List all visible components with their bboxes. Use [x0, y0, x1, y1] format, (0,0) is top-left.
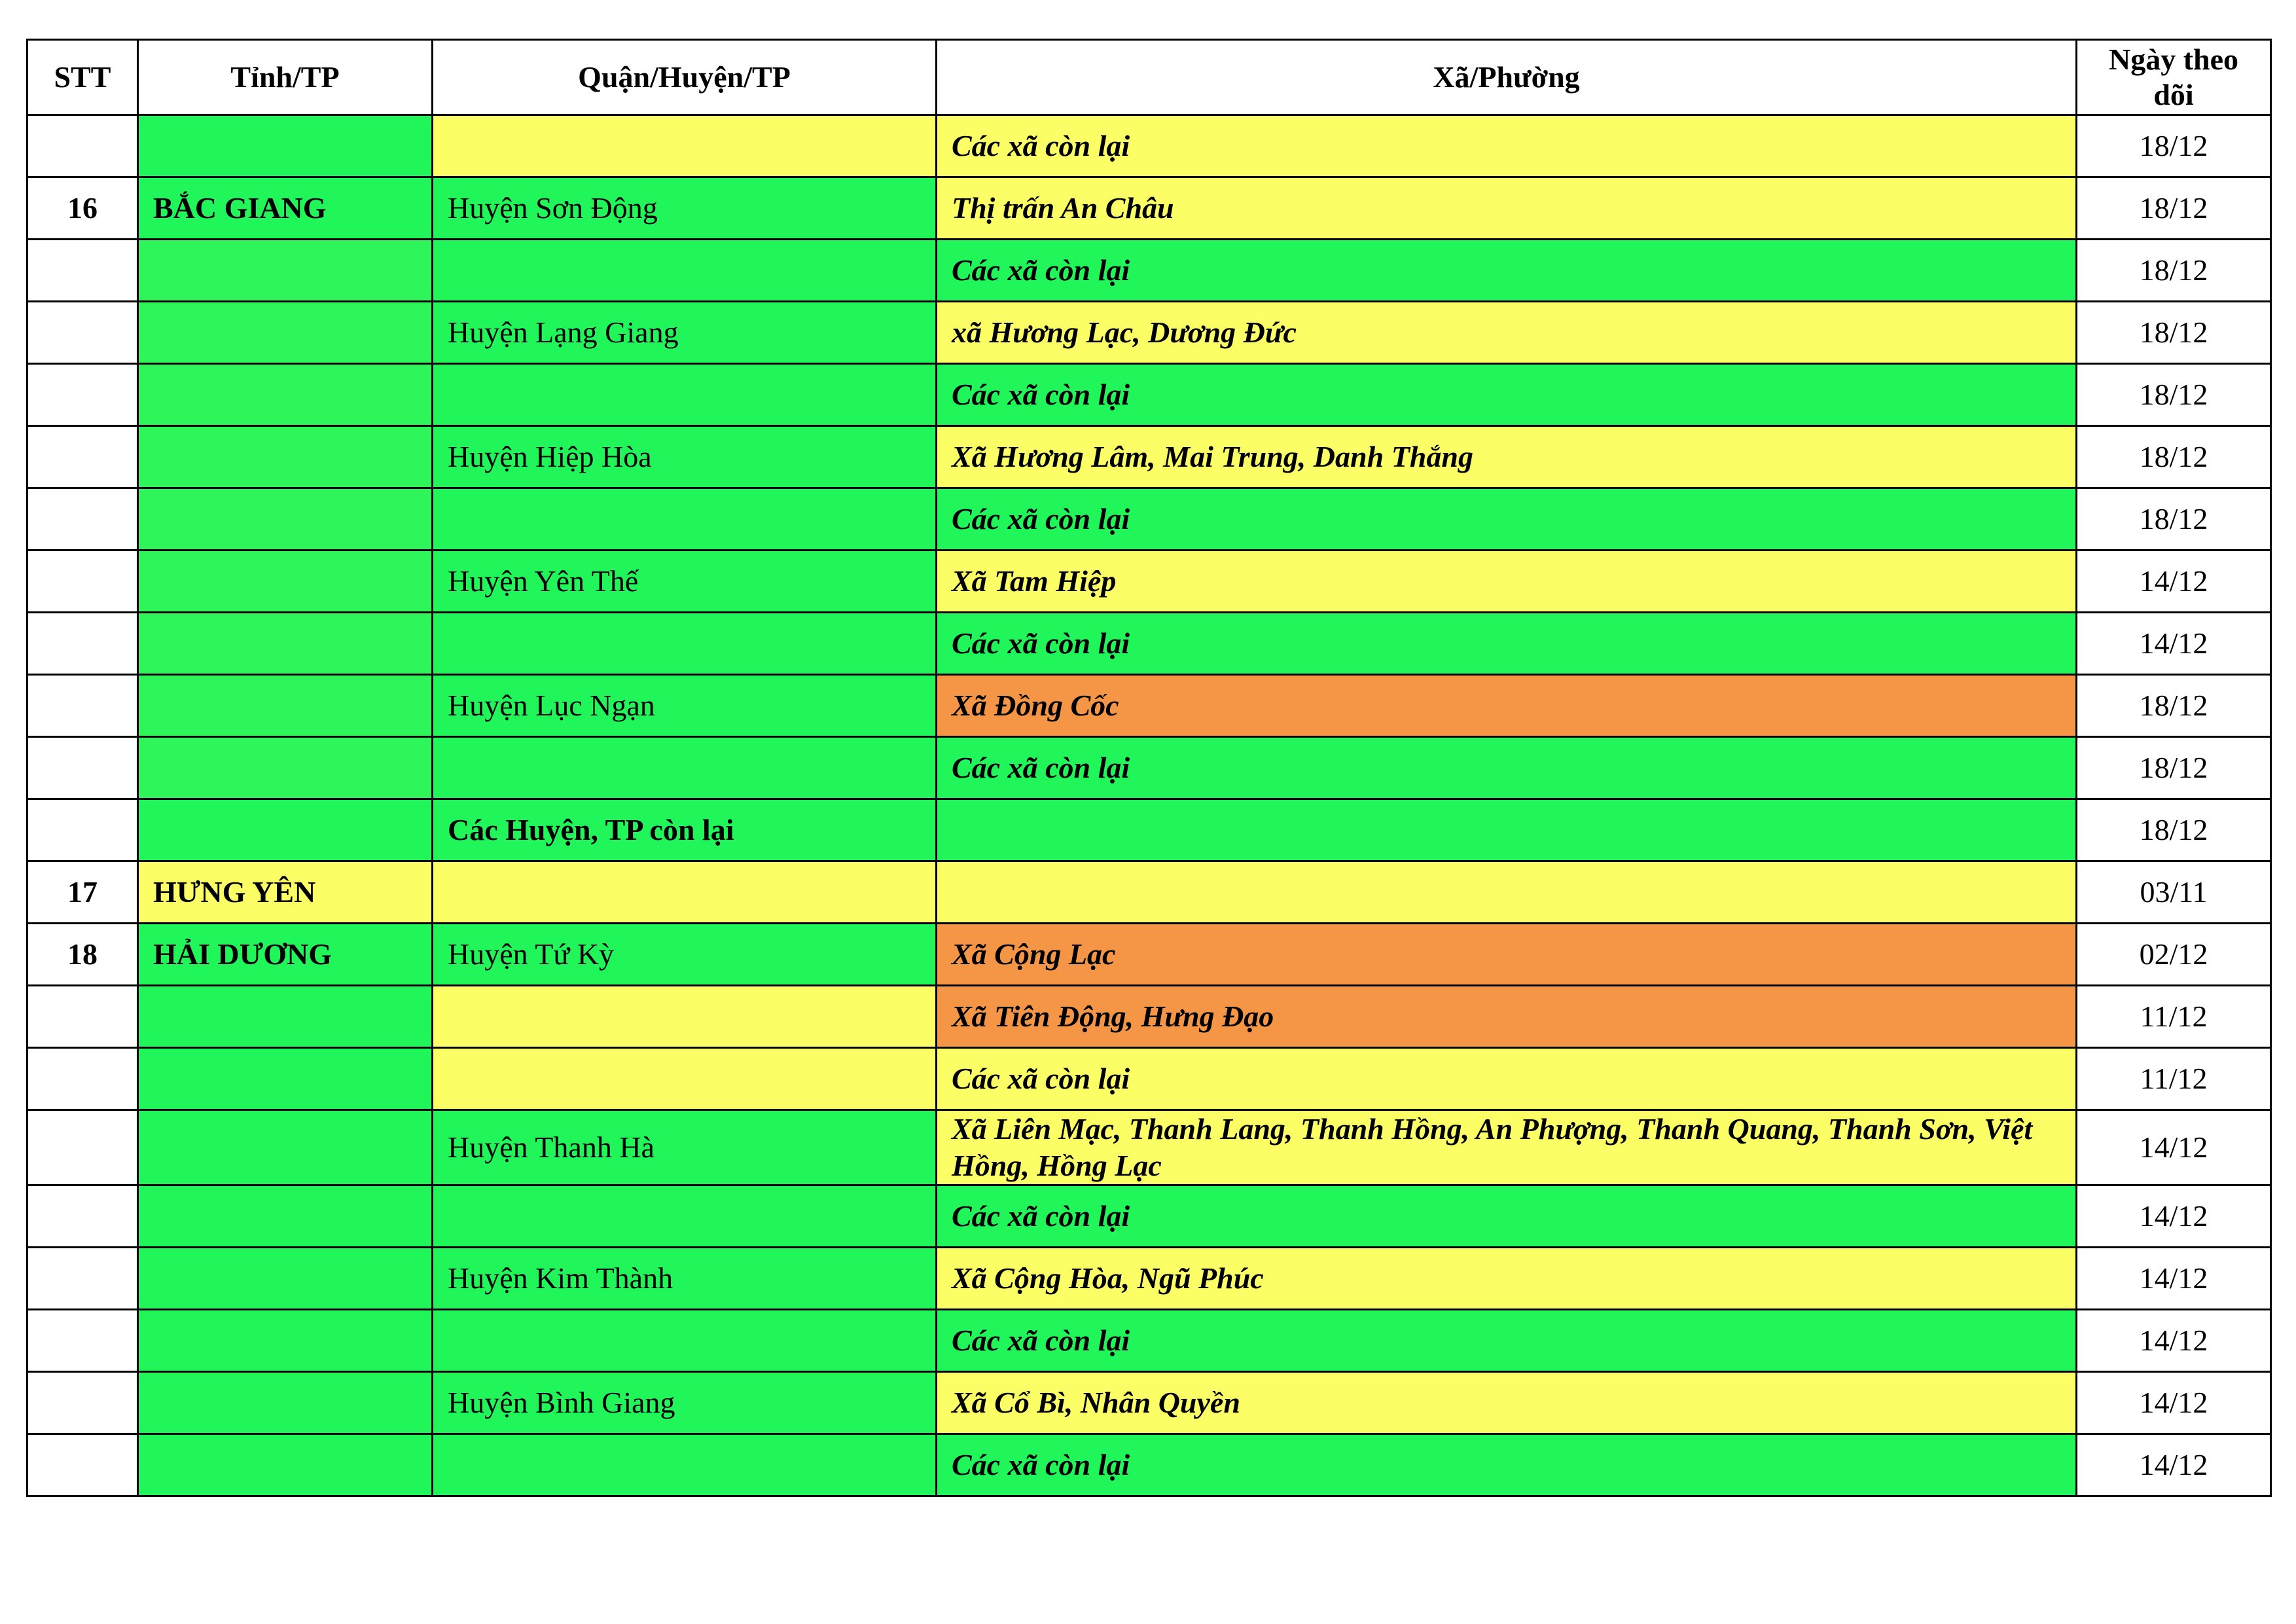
- cell-date: 14/12: [2077, 550, 2271, 613]
- cell-province: [138, 115, 433, 177]
- cell-commune: Các xã còn lại: [937, 737, 2077, 799]
- cell-district: [433, 488, 937, 550]
- table-row: [27, 1248, 2271, 1310]
- table-row: [27, 550, 2271, 613]
- cell-district: Huyện Thanh Hà: [433, 1110, 937, 1185]
- cell-province: [138, 426, 433, 488]
- cell-province: [138, 1434, 433, 1496]
- header-date: Ngày theo dõi: [2077, 40, 2271, 115]
- table-row: [27, 1048, 2271, 1110]
- cell-district: Huyện Tứ Kỳ: [433, 924, 937, 986]
- cell-stt: [27, 675, 138, 737]
- cell-stt: [27, 488, 138, 550]
- cell-commune: Các xã còn lại: [937, 1185, 2077, 1248]
- cell-commune: Xã Tiên Động, Hưng Đạo: [937, 986, 2077, 1048]
- risk-level-table: [26, 39, 2272, 1497]
- header-province: Tỉnh/TP: [138, 40, 433, 115]
- cell-commune: Xã Cộng Hòa, Ngũ Phúc: [937, 1248, 2077, 1310]
- cell-date: 18/12: [2077, 302, 2271, 364]
- cell-stt: [27, 302, 138, 364]
- table-row: [27, 675, 2271, 737]
- table-row: [27, 613, 2271, 675]
- cell-stt: [27, 426, 138, 488]
- cell-commune: Xã Đồng Cốc: [937, 675, 2077, 737]
- cell-district: [433, 240, 937, 302]
- table-header-row: [27, 40, 2271, 115]
- table-row: [27, 240, 2271, 302]
- cell-district: [433, 861, 937, 924]
- cell-date: 14/12: [2077, 1185, 2271, 1248]
- cell-district: Huyện Sơn Động: [433, 177, 937, 240]
- cell-date: 18/12: [2077, 675, 2271, 737]
- table-row: [27, 799, 2271, 861]
- cell-stt: [27, 1372, 138, 1434]
- cell-commune: Các xã còn lại: [937, 240, 2077, 302]
- cell-commune: Xã Cổ Bì, Nhân Quyền: [937, 1372, 2077, 1434]
- cell-province: [138, 1048, 433, 1110]
- cell-commune: Xã Liên Mạc, Thanh Lang, Thanh Hồng, An Phượng, Thanh Quang, Thanh Sơn, Việt Hồng, Hồng Lạc: [937, 1110, 2077, 1185]
- cell-district: [433, 1310, 937, 1372]
- cell-commune: Các xã còn lại: [937, 364, 2077, 426]
- header-district: Quận/Huyện/TP: [433, 40, 937, 115]
- cell-stt: [27, 1110, 138, 1185]
- table-row: [27, 924, 2271, 986]
- cell-district: Huyện Lục Ngạn: [433, 675, 937, 737]
- cell-province: [138, 1310, 433, 1372]
- cell-stt: [27, 1310, 138, 1372]
- cell-province: HƯNG YÊN: [138, 861, 433, 924]
- cell-province: [138, 364, 433, 426]
- cell-district: Huyện Bình Giang: [433, 1372, 937, 1434]
- cell-stt: [27, 1185, 138, 1248]
- cell-date: 18/12: [2077, 799, 2271, 861]
- table-row: [27, 426, 2271, 488]
- cell-date: 18/12: [2077, 426, 2271, 488]
- cell-province: [138, 1372, 433, 1434]
- cell-date: 14/12: [2077, 1434, 2271, 1496]
- table-row: [27, 302, 2271, 364]
- cell-commune: Các xã còn lại: [937, 1048, 2077, 1110]
- table-row: [27, 1185, 2271, 1248]
- cell-district: [433, 364, 937, 426]
- cell-commune: Các xã còn lại: [937, 1434, 2077, 1496]
- cell-date: 18/12: [2077, 737, 2271, 799]
- cell-stt: [27, 1434, 138, 1496]
- cell-province: [138, 550, 433, 613]
- cell-date: 18/12: [2077, 488, 2271, 550]
- cell-date: 18/12: [2077, 115, 2271, 177]
- cell-commune: Các xã còn lại: [937, 488, 2077, 550]
- table-row: [27, 364, 2271, 426]
- cell-commune: xã Hương Lạc, Dương Đức: [937, 302, 2077, 364]
- cell-commune: [937, 861, 2077, 924]
- table-row: [27, 177, 2271, 240]
- cell-date: 11/12: [2077, 1048, 2271, 1110]
- cell-stt: 17: [27, 861, 138, 924]
- cell-district: Huyện Lạng Giang: [433, 302, 937, 364]
- cell-stt: [27, 1248, 138, 1310]
- cell-district: Các Huyện, TP còn lại: [433, 799, 937, 861]
- cell-district: [433, 1434, 937, 1496]
- cell-province: [138, 986, 433, 1048]
- cell-date: 18/12: [2077, 240, 2271, 302]
- cell-province: [138, 1248, 433, 1310]
- table-row: [27, 1372, 2271, 1434]
- cell-province: [138, 613, 433, 675]
- cell-date: 14/12: [2077, 1110, 2271, 1185]
- cell-date: 18/12: [2077, 177, 2271, 240]
- table-row: [27, 1310, 2271, 1372]
- cell-province: [138, 675, 433, 737]
- cell-commune: Các xã còn lại: [937, 613, 2077, 675]
- cell-commune: Xã Hương Lâm, Mai Trung, Danh Thắng: [937, 426, 2077, 488]
- cell-province: [138, 240, 433, 302]
- cell-commune: Thị trấn An Châu: [937, 177, 2077, 240]
- cell-date: 14/12: [2077, 1372, 2271, 1434]
- header-commune: Xã/Phường: [937, 40, 2077, 115]
- cell-stt: [27, 550, 138, 613]
- cell-province: BẮC GIANG: [138, 177, 433, 240]
- cell-province: HẢI DƯƠNG: [138, 924, 433, 986]
- cell-province: [138, 737, 433, 799]
- cell-commune: [937, 799, 2077, 861]
- cell-stt: [27, 240, 138, 302]
- cell-district: [433, 115, 937, 177]
- cell-district: [433, 986, 937, 1048]
- cell-district: [433, 1185, 937, 1248]
- cell-province: [138, 302, 433, 364]
- cell-stt: [27, 115, 138, 177]
- cell-commune: Xã Cộng Lạc: [937, 924, 2077, 986]
- cell-district: [433, 737, 937, 799]
- cell-stt: [27, 799, 138, 861]
- table-row: [27, 737, 2271, 799]
- cell-date: 14/12: [2077, 1310, 2271, 1372]
- cell-district: Huyện Kim Thành: [433, 1248, 937, 1310]
- cell-province: [138, 1185, 433, 1248]
- cell-stt: [27, 737, 138, 799]
- cell-stt: [27, 1048, 138, 1110]
- cell-date: 14/12: [2077, 1248, 2271, 1310]
- cell-date: 18/12: [2077, 364, 2271, 426]
- cell-commune: Các xã còn lại: [937, 115, 2077, 177]
- table-row: [27, 861, 2271, 924]
- cell-stt: 18: [27, 924, 138, 986]
- cell-date: 03/11: [2077, 861, 2271, 924]
- cell-date: 14/12: [2077, 613, 2271, 675]
- cell-province: [138, 1110, 433, 1185]
- cell-stt: 16: [27, 177, 138, 240]
- table-row: [27, 1110, 2271, 1185]
- cell-district: [433, 1048, 937, 1110]
- table-row: [27, 115, 2271, 177]
- table-row: [27, 986, 2271, 1048]
- table-row: [27, 488, 2271, 550]
- cell-stt: [27, 986, 138, 1048]
- header-stt: STT: [27, 40, 138, 115]
- cell-district: Huyện Yên Thế: [433, 550, 937, 613]
- cell-commune: Các xã còn lại: [937, 1310, 2077, 1372]
- cell-commune: Xã Tam Hiệp: [937, 550, 2077, 613]
- cell-district: Huyện Hiệp Hòa: [433, 426, 937, 488]
- table-body: [27, 115, 2271, 1496]
- cell-stt: [27, 364, 138, 426]
- cell-stt: [27, 613, 138, 675]
- cell-date: 11/12: [2077, 986, 2271, 1048]
- cell-province: [138, 799, 433, 861]
- cell-district: [433, 613, 937, 675]
- cell-date: 02/12: [2077, 924, 2271, 986]
- table-row: [27, 1434, 2271, 1496]
- cell-province: [138, 488, 433, 550]
